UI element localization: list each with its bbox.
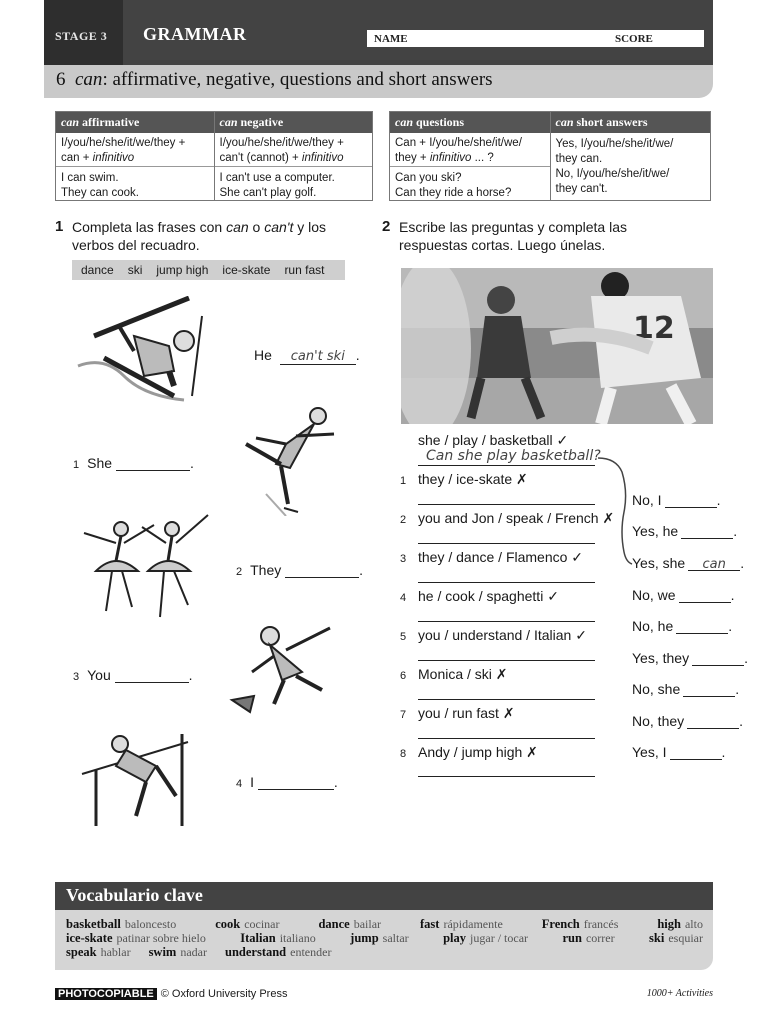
vocab-entry: speak hablar xyxy=(66,945,131,959)
vocab-entry: fast rápidamente xyxy=(420,917,503,931)
question-answer-line[interactable] xyxy=(418,582,595,583)
exercise-2-prompt: 7 you / run fast ✗ xyxy=(400,705,515,721)
footer-credit xyxy=(55,988,287,1000)
vocabulary-row xyxy=(66,945,703,959)
exercise-2-prompt: 4 he / cook / spaghetti ✓ xyxy=(400,588,559,604)
name-label: NAME xyxy=(374,33,408,45)
vocab-entry: French francés xyxy=(541,917,619,931)
section-keyword: can xyxy=(75,69,103,90)
questions-column: can questions Can + I/you/he/she/it/we/ they + infinitivo ... ? Can you ski? Can they ride a horse? xyxy=(390,112,551,200)
vocab-entry: basketball baloncesto xyxy=(66,917,177,931)
exercise-2-instructions: Escribe las preguntas y completa las respuestas cortas. Luego únelas. xyxy=(399,219,627,253)
answer-blank[interactable] xyxy=(285,564,359,578)
exercise-1-example: He can't ski . xyxy=(254,347,360,364)
short-answer-line: No, I/you/he/she/it/we/ xyxy=(555,168,670,180)
negative-example: She can't play golf. xyxy=(219,187,317,199)
vocab-entry: play jugar / tocar xyxy=(443,931,529,945)
answer-blank[interactable] xyxy=(258,776,334,790)
vocab-entry: swim nadar xyxy=(148,945,207,959)
publisher-credit: © Oxford University Press xyxy=(160,988,288,1000)
basketball-players-photo xyxy=(401,268,713,424)
example-handwritten-short-answer: can xyxy=(688,557,740,571)
exercise-2-prompt: 6 Monica / ski ✗ xyxy=(400,666,508,682)
vocab-entry: cook cocinar xyxy=(215,917,280,931)
vocabulary-row xyxy=(66,931,703,945)
affirmative-column: can affirmative I/you/he/she/it/we/they + can + infinitivo I can swim. They can cook. xyxy=(56,112,215,200)
questions-rule: Can + I/you/he/she/it/we/ xyxy=(395,137,522,149)
short-answers-header: can short answers xyxy=(551,112,711,133)
vocab-entry: ski esquiar xyxy=(649,931,703,945)
short-answer-item: Yes, they . xyxy=(632,650,748,666)
exercise-number: 1 xyxy=(55,218,64,235)
section-title-text: : affirmative, negative, questions and short answers xyxy=(102,69,493,90)
exercise-2-prompt: 3 they / dance / Flamenco ✓ xyxy=(400,549,584,565)
photocopiable-badge: PHOTOCOPIABLE xyxy=(55,988,157,1000)
vocab-entry: run correr xyxy=(562,931,615,945)
word-box xyxy=(72,260,345,280)
short-answer-line: Yes, I/you/he/she/it/we/ xyxy=(555,138,674,150)
runner-tripping-illustration xyxy=(226,620,338,720)
affirmative-example: I can swim. xyxy=(61,172,119,184)
short-answer-item: No, I . xyxy=(632,492,721,508)
vocab-entry: dance bailar xyxy=(318,917,382,931)
vocabulary-title: Vocabulario clave xyxy=(66,885,203,905)
answer-blank[interactable] xyxy=(681,525,733,539)
vocabulary-list xyxy=(55,910,713,970)
section-number: 6 xyxy=(56,69,66,90)
section-title xyxy=(56,69,493,91)
questions-header: can questions xyxy=(390,112,550,133)
series-name: 1000+ Activities xyxy=(646,988,713,999)
word-box-item: run fast xyxy=(284,263,325,277)
answer-blank[interactable] xyxy=(116,457,190,471)
exercise-1-item: 3 You . xyxy=(73,667,193,683)
short-answer-line: they can't. xyxy=(555,183,608,195)
short-answer-item: No, she . xyxy=(632,681,740,697)
answer-blank[interactable] xyxy=(687,715,739,729)
affirmative-header: can affirmative xyxy=(56,112,214,133)
questions-example: Can you ski? xyxy=(395,172,462,184)
exercise-1-item: 2 They . xyxy=(236,562,364,578)
word-box-item: ski xyxy=(127,263,143,277)
vocab-entry: ice-skate patinar sobre hielo xyxy=(66,931,206,945)
short-answer-item: No, he . xyxy=(632,618,733,634)
vocab-entry: Italian italiano xyxy=(240,931,316,945)
affirmative-rule: I/you/he/she/it/we/they + xyxy=(61,137,186,149)
question-answer-line[interactable] xyxy=(418,504,595,505)
word-box-item: dance xyxy=(81,263,114,277)
answer-blank[interactable] xyxy=(692,652,744,666)
section-title-bar xyxy=(44,65,713,98)
vocabulary-header xyxy=(55,882,713,910)
affirmative-example: They can cook. xyxy=(61,187,139,199)
svg-text:12: 12 xyxy=(633,311,675,346)
exercise-2-example-prompt: she / play / basketball ✓ xyxy=(418,432,569,448)
exercise-2-prompt: 1 they / ice-skate ✗ xyxy=(400,471,528,487)
negative-header: can negative xyxy=(215,112,373,133)
exercise-2-prompt: 5 you / understand / Italian ✓ xyxy=(400,627,587,643)
negative-column: can negative I/you/he/she/it/we/they + can't (cannot) + infinitivo I can't use a computer. She can't play golf. xyxy=(215,112,373,200)
stage-label: STAGE 3 xyxy=(55,29,108,43)
question-answer-line[interactable] xyxy=(418,543,595,544)
answer-blank[interactable] xyxy=(676,620,728,634)
vocab-entry: high alto xyxy=(657,917,703,931)
exercise-1-instructions: Completa las frases con can o can't y los verbos del recuadro. xyxy=(72,219,327,253)
name-score-box[interactable] xyxy=(367,30,704,47)
answer-blank[interactable] xyxy=(683,683,735,697)
exercise-2-prompt: 8 Andy / jump high ✗ xyxy=(400,744,538,760)
short-answer-item: No, we . xyxy=(632,587,735,603)
negative-rule: I/you/he/she/it/we/they + xyxy=(219,137,344,149)
short-answer-line: they can. xyxy=(555,153,603,165)
score-label: SCORE xyxy=(615,33,653,45)
short-answer-item: Yes, I . xyxy=(632,744,726,760)
stage-tab xyxy=(44,0,123,68)
worksheet-header xyxy=(44,0,713,68)
short-answer-item: No, they . xyxy=(632,713,744,729)
negative-example: I can't use a computer. xyxy=(219,172,335,184)
exercise-2-prompt: 2 you and Jon / speak / French ✗ xyxy=(400,510,615,526)
page-title: GRAMMAR xyxy=(143,24,247,44)
question-answer-line[interactable] xyxy=(418,699,595,700)
short-answer-item: Yes, he . xyxy=(632,523,738,539)
exercise-number: 2 xyxy=(382,218,391,235)
answer-blank[interactable] xyxy=(679,589,731,603)
short-answers-column xyxy=(551,112,711,200)
ballet-dancers-illustration xyxy=(76,511,214,623)
question-answer-line[interactable] xyxy=(418,621,595,622)
grammar-table-questions-answers xyxy=(389,111,711,201)
vocab-entry: jump saltar xyxy=(350,931,409,945)
word-box-item: ice-skate xyxy=(222,263,271,277)
question-answer-line[interactable] xyxy=(418,776,595,777)
high-jumper-illustration xyxy=(76,726,196,838)
example-handwritten-answer: can't ski xyxy=(280,349,356,365)
exercise-1-item: 1 She . xyxy=(73,455,194,471)
answer-blank[interactable] xyxy=(670,746,722,760)
answer-blank[interactable] xyxy=(665,494,717,508)
exercise-1-item: 4 I . xyxy=(236,774,338,790)
questions-example: Can they ride a horse? xyxy=(395,187,512,199)
matching-bracket-mark xyxy=(596,452,636,572)
vocab-entry: understand entender xyxy=(225,945,332,959)
grammar-table-affirmative-negative xyxy=(55,111,373,201)
question-answer-line[interactable] xyxy=(418,660,595,661)
example-question-line xyxy=(418,465,595,466)
skier-falling-illustration xyxy=(74,296,214,406)
short-answer-item: Yes, she can . xyxy=(632,555,745,572)
example-handwritten-question: Can she play basketball? xyxy=(426,448,601,464)
word-box-item: jump high xyxy=(156,263,209,277)
question-answer-line[interactable] xyxy=(418,738,595,739)
vocabulary-row xyxy=(66,917,703,931)
answer-blank[interactable] xyxy=(115,669,189,683)
ice-skater-illustration xyxy=(226,404,338,516)
